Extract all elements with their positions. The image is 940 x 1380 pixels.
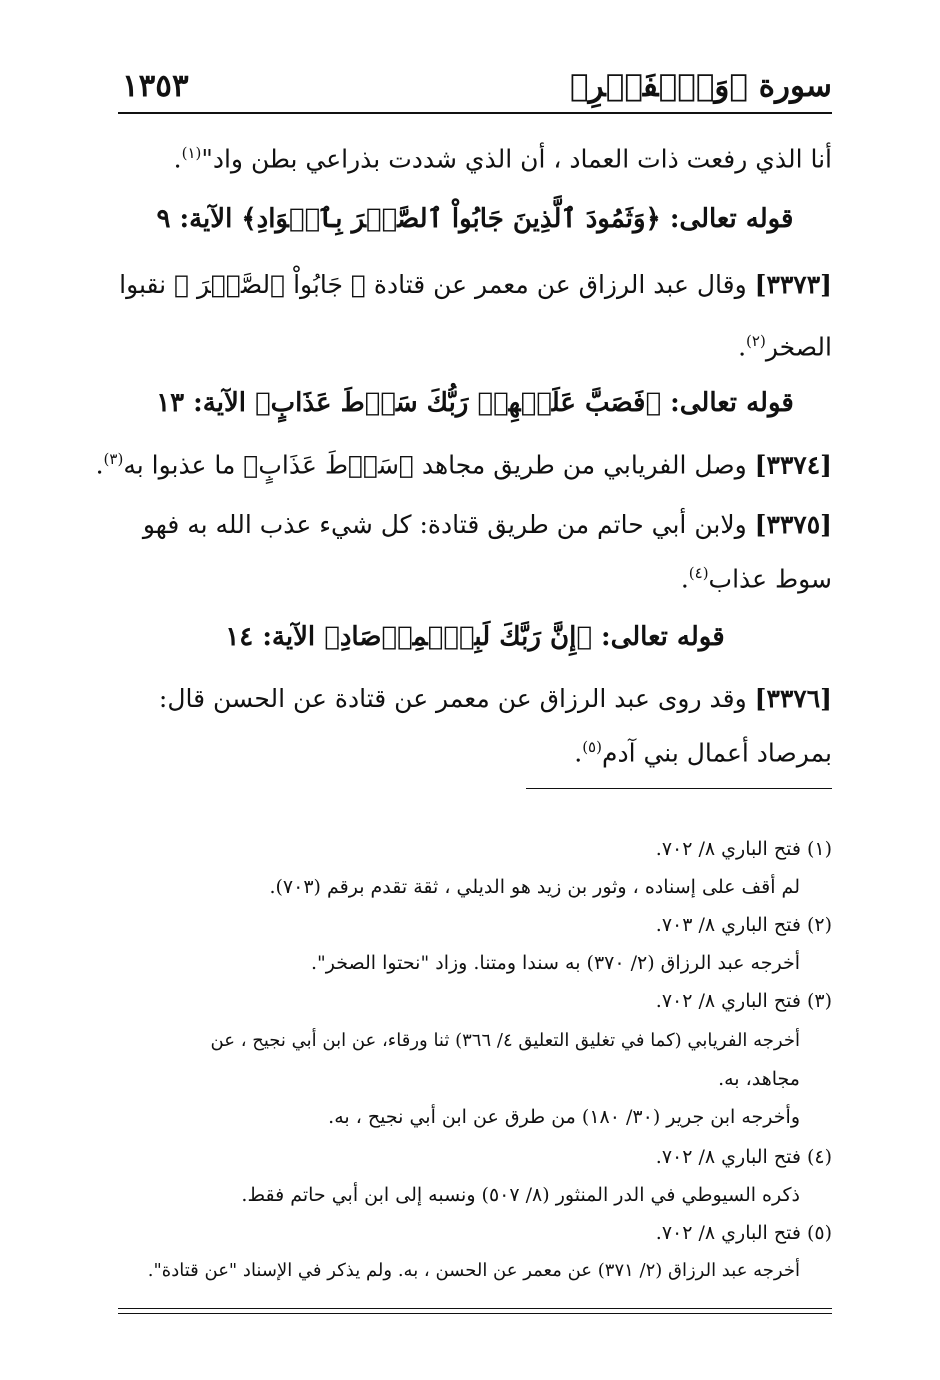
entry-number: [٣٣٧٥] [754, 510, 832, 539]
footnote-3-note-cont: مجاهد، به. [718, 1068, 800, 1090]
surah-title: سورة ﴿وَٱلۡفَجۡرِ﴾ [570, 68, 832, 104]
entry-3375 [118, 510, 832, 539]
text-line: أنا الذي رفعت ذات العماد ، أن الذي شددت بذراعي بطن واد"$^{(١)}$. [173, 144, 832, 174]
page-header [118, 62, 832, 114]
footnote-3-note: أخرجه الفريابي (كما في تغليق التعليق ٤/ ٣٦٦) ثنا ورقاء، عن ابن أبي نجيح ، عن [210, 1030, 800, 1051]
footnote-3: (٣) فتح الباري ٨/ ٧٠٢. [655, 990, 832, 1012]
footnote-ref: (١) [181, 144, 202, 162]
footnote-2: (٢) فتح الباري ٨/ ٧٠٣. [655, 914, 832, 936]
footnote-2-note: أخرجه عبد الرزاق (٢/ ٣٧٠) به سندا ومتنا. وزاد "نحتوا الصخر". [310, 952, 800, 974]
entry-number: [٣٣٧٤] [754, 450, 832, 480]
narration-text: أنا الذي رفعت ذات العماد ، أن الذي شددت بذراعي بطن واد" [201, 144, 832, 174]
verse-heading: قوله تعالى: ﴿إِنَّ رَبَّكَ لَبِٱلۡمِرۡصَادِ﴾ الآية: ١٤ [225, 622, 725, 652]
footnote-1: (١) فتح الباري ٨/ ٧٠٢. [655, 838, 832, 860]
entry-3374: [٣٣٧٤] وصل الفريابي من طريق مجاهد ﴿سَوۡطَ عَذَابٍ﴾ ما عذبوا به$^{(٣)}$. [95, 450, 832, 480]
entry-text: وقال عبد الرزاق عن معمر عن قتادة ﴿ جَابُواْ ٱلصَّخۡرَ ﴾ نقبوا [119, 270, 755, 299]
footnote-1-note: لم أقف على إسناده ، وثور بن زيد هو الديلي ، ثقة تقدم برقم (٧٠٣). [269, 876, 800, 898]
entry-3376-continued: بمرصاد أعمال بني آدم$^{(٥)}$. [574, 738, 832, 768]
verse-heading: قوله تعالى: ﴿فَصَبَّ عَلَيۡهِمۡ رَبُّكَ سَوۡطَ عَذَابٍ﴾ الآية: ١٣ [156, 388, 794, 418]
footnote-ref: (٥) [582, 738, 602, 756]
verse-heading: قوله تعالى: ﴿وَثَمُودَ ٱلَّذِينَ جَابُواْ ٱلصَّخۡرَ بِٱلۡوَادِ﴾ الآية: ٩ [156, 204, 794, 234]
footnote-ref: (٢) [746, 332, 766, 350]
entry-number: [٣٣٧٦] [754, 684, 832, 713]
footnote-4-note: ذكره السيوطي في الدر المنثور (٨/ ٥٠٧) ونسبه إلى ابن أبي حاتم فقط. [241, 1184, 800, 1206]
footnote-5: (٥) فتح الباري ٨/ ٧٠٢. [655, 1222, 832, 1244]
footnote-4: (٤) فتح الباري ٨/ ٧٠٢. [655, 1146, 832, 1168]
entry-text: ولابن أبي حاتم من طريق قتادة: كل شيء عذب الله به فهو [142, 510, 755, 539]
entry-text: وصل الفريابي من طريق مجاهد ﴿سَوۡطَ عَذَابٍ﴾ ما عذبوا به [123, 450, 755, 480]
entry-3376 [118, 684, 832, 713]
entry-3375-continued: سوط عذاب$^{(٤)}$. [680, 564, 832, 594]
page-number: ١٣٥٣ [122, 68, 189, 104]
footnote-ref: (٣) [103, 450, 124, 468]
entry-number: [٣٣٧٣] [754, 270, 832, 299]
entry-text: وقد روى عبد الرزاق عن معمر عن قتادة عن الحسن قال: [158, 684, 755, 713]
footnote-ref: (٤) [688, 564, 709, 582]
entry-3373 [118, 270, 832, 299]
footnote-5-note: أخرجه عبد الرزاق (٢/ ٣٧١) عن معمر عن الحسن ، به. ولم يذكر في الإسناد "عن قتادة". [147, 1260, 800, 1281]
bottom-rule [118, 1313, 832, 1314]
entry-3373-continued: الصخر$^{(٢)}$. [738, 332, 832, 362]
footnote-3-note-2: وأخرجه ابن جرير (٣٠/ ١٨٠) من طرق عن ابن أبي نجيح ، به. [328, 1106, 800, 1128]
bottom-rule [118, 1308, 832, 1309]
footnote-separator [526, 788, 832, 789]
